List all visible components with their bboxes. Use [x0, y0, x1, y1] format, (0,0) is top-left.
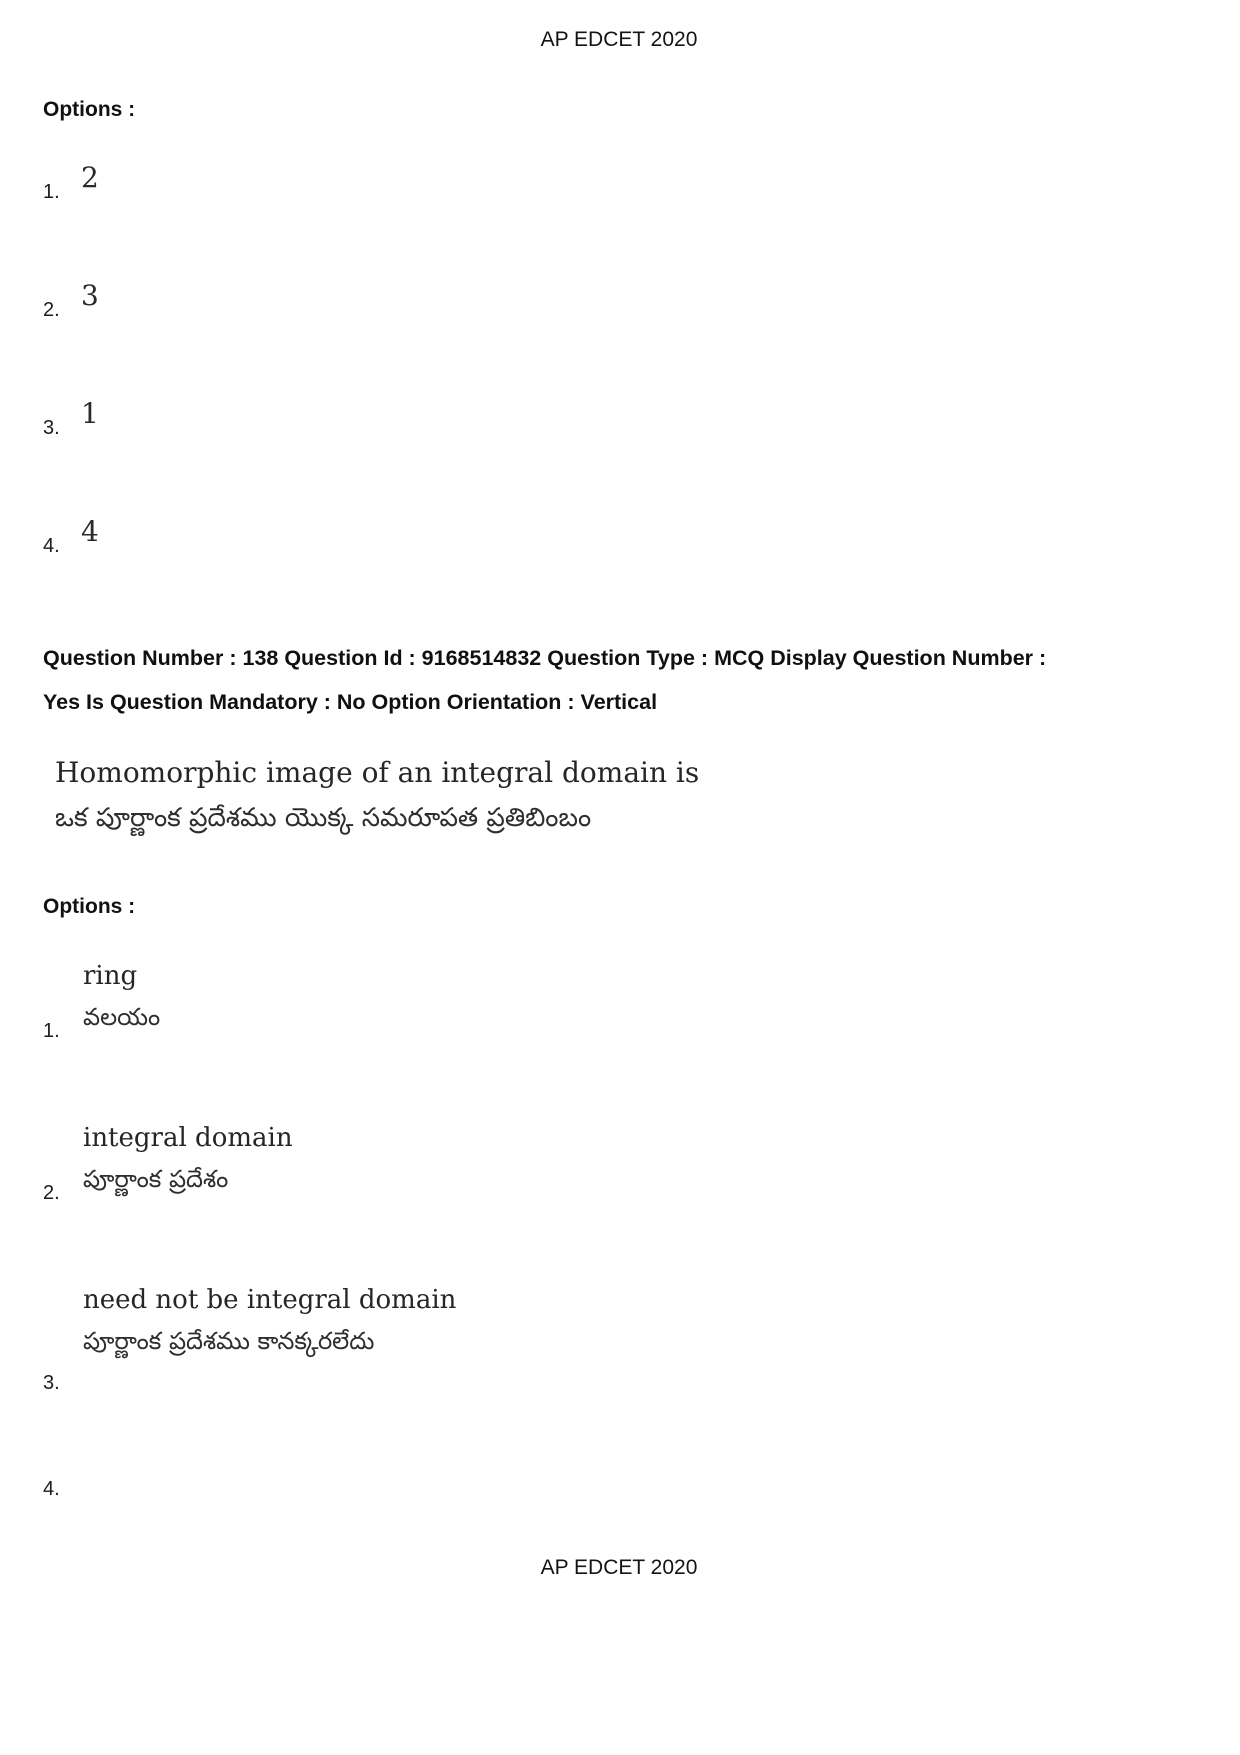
option-number: 3.	[43, 417, 60, 439]
option-text-telugu: పూర్ణాంక ప్రదేశము కానక్కరలేదు	[83, 1327, 375, 1355]
option-number: 2.	[43, 299, 60, 321]
options-label: Options :	[43, 98, 136, 121]
question-138-section	[43, 636, 1195, 1501]
option-number: 4.	[43, 1478, 60, 1500]
option-number: 4.	[43, 535, 60, 557]
page-header-title: AP EDCET 2020	[540, 28, 698, 51]
option-text-english: need not be integral domain	[83, 1285, 457, 1315]
option-row	[43, 1285, 1195, 1395]
option-value: 3	[81, 279, 99, 312]
option-number: 1.	[43, 181, 60, 203]
option-text-english: ring	[83, 961, 138, 991]
previous-question-options-section	[43, 98, 1195, 558]
option-row	[43, 961, 1195, 1043]
option-text-telugu: పూర్ణాంక ప్రదేశం	[83, 1165, 229, 1193]
options-label: Options :	[43, 895, 136, 918]
option-text-telugu: వలయం	[83, 1003, 161, 1031]
option-row	[43, 1475, 1195, 1501]
question-metadata: Question Number : 138 Question Id : 9168514832 Question Type : MCQ Display Question Number : Yes Is Question Mandatory : No Option Orientation : Vertical	[43, 646, 1047, 714]
option-row	[43, 279, 1195, 322]
option-value: 1	[81, 397, 99, 430]
question-text-english: Homomorphic image of an integral domain is	[55, 756, 700, 789]
option-value: 2	[81, 161, 99, 194]
option-row	[43, 1123, 1195, 1205]
option-row	[43, 515, 1195, 558]
option-content	[83, 1123, 293, 1205]
option-content	[83, 961, 160, 1043]
option-row	[43, 397, 1195, 440]
option-content	[83, 1285, 456, 1367]
option-text-english: integral domain	[83, 1123, 293, 1153]
option-row	[43, 161, 1195, 204]
option-number: 3.	[43, 1372, 60, 1394]
page-footer-title: AP EDCET 2020	[540, 1556, 698, 1579]
option-value: 4	[81, 515, 99, 548]
option-number: 2.	[43, 1182, 60, 1204]
option-number: 1.	[43, 1020, 60, 1042]
question-text-telugu: ఒక పూర్ణాంక ప్రదేశము యొక్క సమరూపత ప్రతిబింబం	[55, 803, 592, 833]
